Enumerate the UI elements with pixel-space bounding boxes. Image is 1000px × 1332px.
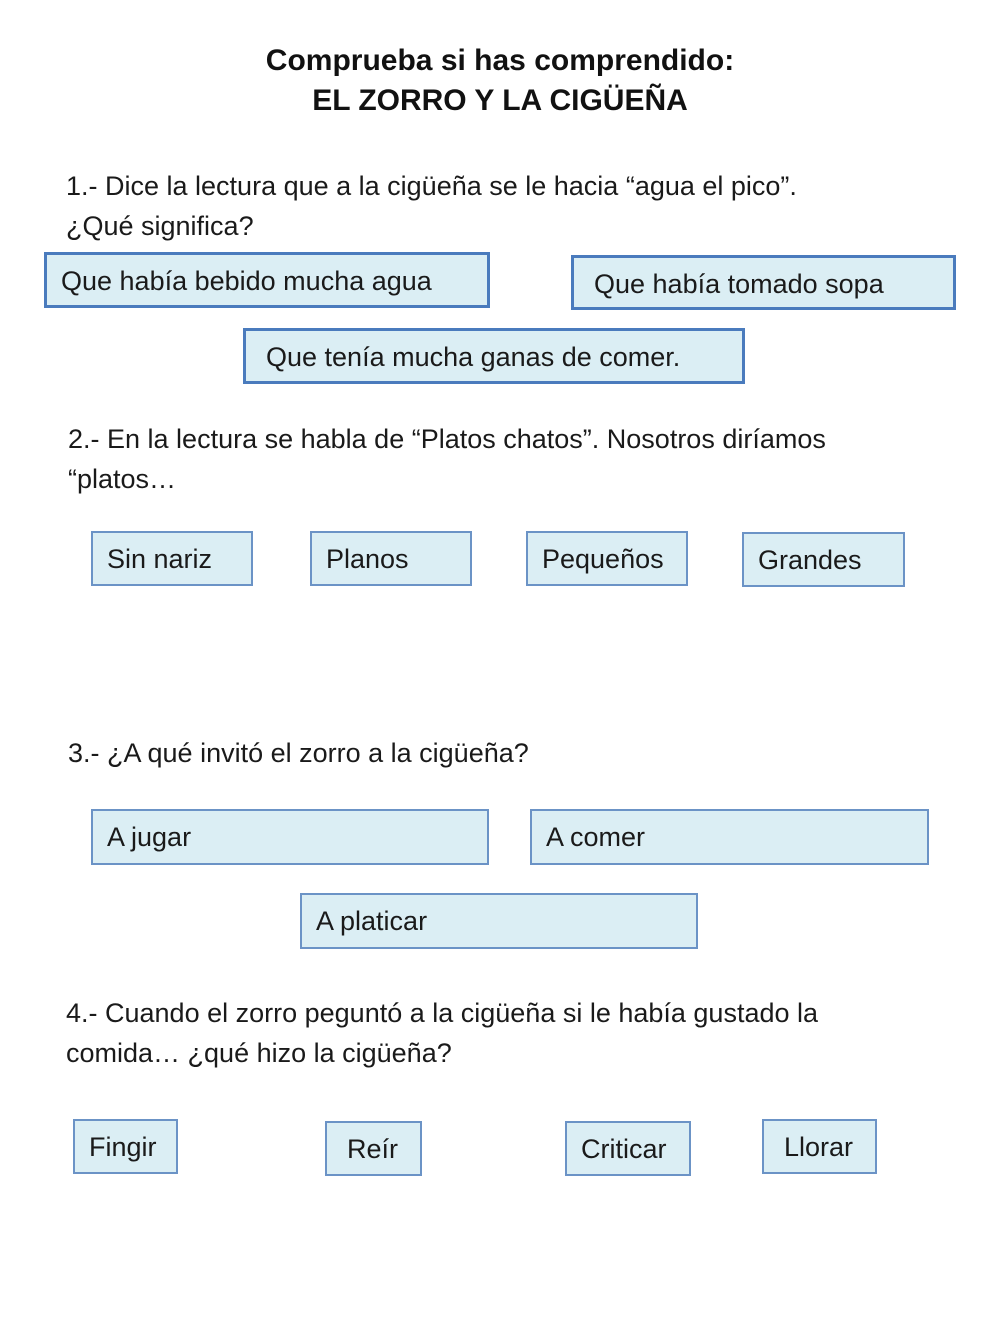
q1-option-3[interactable]: Que tenía mucha ganas de comer. [243,328,745,384]
q3-option-2[interactable]: A comer [530,809,929,865]
question-1-text-line2: ¿Qué significa? [66,211,254,241]
q3-option-3[interactable]: A platicar [300,893,698,949]
question-1-text: 1.- Dice la lectura que a la cigüeña se le hacia “agua el pico”. [66,171,797,201]
q2-option-1[interactable]: Sin nariz [91,531,253,586]
question-4-text-line2: comida… ¿qué hizo la cigüeña? [66,1038,452,1068]
question-4-text: 4.- Cuando el zorro peguntó a la cigüeña si le había gustado la [66,998,819,1028]
q1-option-1[interactable]: Que había bebido mucha agua [44,252,490,308]
q2-option-3[interactable]: Pequeños [526,531,688,586]
q2-option-4[interactable]: Grandes [742,532,905,587]
question-2-text-line2: “platos… [68,464,177,494]
q4-option-4[interactable]: Llorar [762,1119,877,1174]
q4-option-2[interactable]: Reír [325,1121,422,1176]
q3-option-1[interactable]: A jugar [91,809,489,865]
page-subtitle: EL ZORRO Y LA CIGÜEÑA [312,84,688,117]
question-3-text: 3.- ¿A qué invitó el zorro a la cigüeña? [68,738,529,768]
q2-option-2[interactable]: Planos [310,531,472,586]
q1-option-2[interactable]: Que había tomado sopa [571,255,956,310]
question-2-text: 2.- En la lectura se habla de “Platos chatos”. Nosotros diríamos [68,424,826,454]
page-title: Comprueba si has comprendido: [265,44,735,77]
q4-option-3[interactable]: Criticar [565,1121,691,1176]
q4-option-1[interactable]: Fingir [73,1119,178,1174]
